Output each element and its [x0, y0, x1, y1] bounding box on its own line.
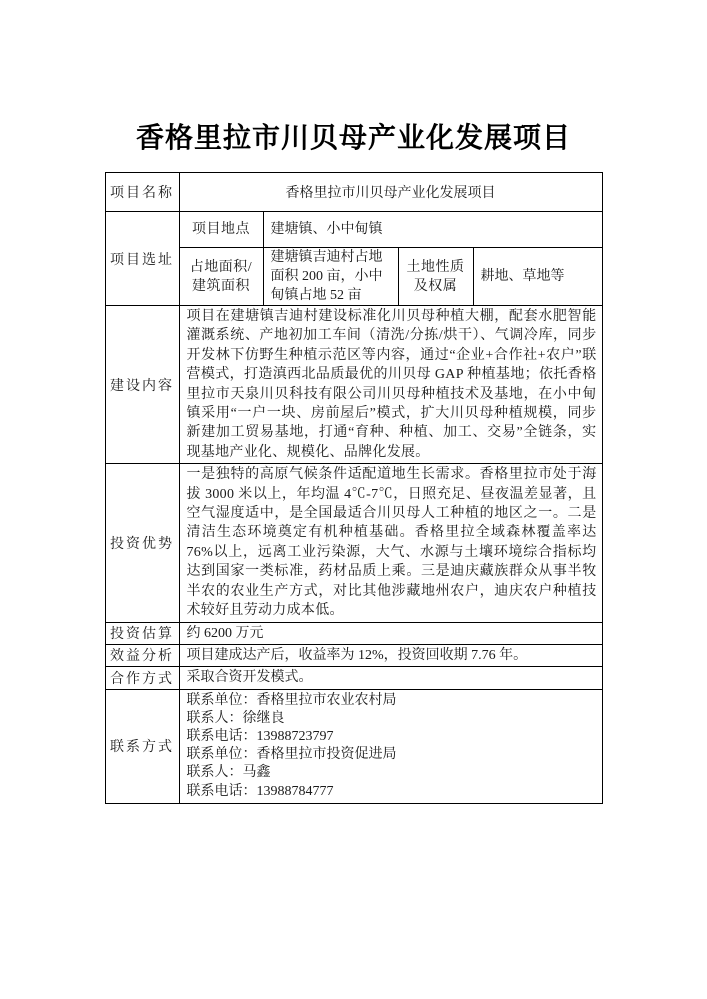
- land-type-label: 土地性质及权属: [398, 248, 473, 306]
- advantages-label: 投资优势: [105, 464, 179, 622]
- contact-line: 联系电话：13988723797: [186, 728, 334, 744]
- table-row: [105, 306, 602, 464]
- table-row: [105, 212, 602, 248]
- table-row: [105, 248, 602, 306]
- cooperation-value: 采取合资开发模式。: [179, 666, 602, 689]
- table-row: [105, 622, 602, 644]
- table-row: [105, 464, 602, 622]
- document-title: 香格里拉市川贝母产业化发展项目: [135, 123, 571, 154]
- table-row: [105, 644, 602, 666]
- benefit-label: 效益分析: [105, 644, 179, 666]
- site-selection-label: 项目选址: [105, 212, 179, 306]
- site-location-label: 项目地点: [179, 212, 263, 248]
- land-type-value: 耕地、草地等: [473, 248, 602, 306]
- benefit-value: 项目建成达产后，收益率为 12%，投资回收期 7.76 年。: [179, 644, 602, 666]
- site-area-value: 建塘镇吉迪村占地面积 200 亩，小中甸镇占地 52 亩: [263, 248, 398, 306]
- table-row: [105, 666, 602, 689]
- investment-value: 约 6200 万元: [179, 622, 602, 644]
- project-name-label: 项目名称: [105, 173, 179, 212]
- site-location-value: 建塘镇、小中甸镇: [263, 212, 602, 248]
- project-info-table: [105, 172, 603, 804]
- contact-info: [179, 689, 602, 803]
- advantages-value: 一是独特的高原气候条件适配道地生长需求。香格里拉市处于海拔 3000 米以上，年均温 4℃-7℃，日照充足、昼夜温差显著，且空气湿度适中，是全国最适合川贝母人工种植的地区之一。二是清洁生态环境奠定有机种植基础。香格里拉全域森林覆盖率达76%以上，远离工业污染源，大气、水源与土壤环境综合指标均达到国家一类标准，药材品质上乘。三是迪庆藏族群众从事半牧半农的农业生产方式，对比其他涉藏地州农户，迪庆农户种植技术较好且劳动力成本低。: [179, 464, 602, 622]
- cooperation-label: 合作方式: [105, 666, 179, 689]
- investment-label: 投资估算: [105, 622, 179, 644]
- table-row: [105, 689, 602, 803]
- construction-label: 建设内容: [105, 306, 179, 464]
- contact-line: 联系人：徐继良: [186, 710, 285, 726]
- contact-line: 联系电话：13988784777: [186, 783, 334, 799]
- table-row: [105, 173, 602, 212]
- contact-label: 联系方式: [105, 689, 179, 803]
- contact-line: 联系单位：香格里拉市农业农村局: [186, 692, 397, 708]
- project-name-value: 香格里拉市川贝母产业化发展项目: [179, 173, 602, 212]
- site-area-label: 占地面积/建筑面积: [179, 248, 263, 306]
- contact-line: 联系人：马鑫: [186, 765, 271, 781]
- contact-line: 联系单位：香格里拉市投资促进局: [186, 747, 397, 763]
- construction-value: 项目在建塘镇吉迪村建设标准化川贝母种植大棚，配套水肥智能灌溉系统、产地初加工车间（清洗/分拣/烘干）、气调冷库，同步开发林下仿野生种植示范区等内容，通过“企业+合作社+农户”联营模式，打造滇西北品质最优的川贝母 GAP 种植基地；依托香格里拉市天泉川贝科技有限公司川贝母种植技术及基地，在小中甸镇采用“一户一块、房前屋后”模式，扩大川贝母种植规模，同步新建加工贸易基地，打通“育种、种植、加工、交易”全链条，实现基地产业化、规模化、品牌化发展。: [179, 306, 602, 464]
